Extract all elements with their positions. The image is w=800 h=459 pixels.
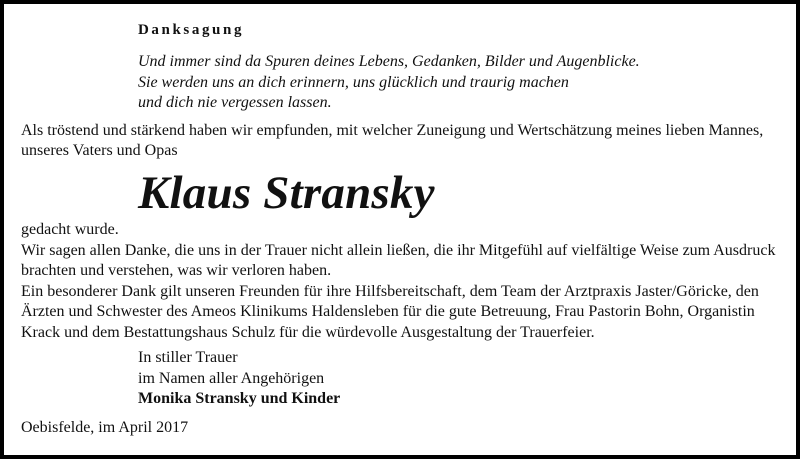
obituary-notice xyxy=(4,4,796,455)
body-line: Ärzten und Schwester des Ameos Klinikums Haldensleben für die gute Betreuung, Frau Pastorin Bohn, Organistin xyxy=(21,303,755,320)
body-line: gedacht wurde. xyxy=(21,221,119,238)
poem-line: Und immer sind da Spuren deines Lebens, Gedanken, Bilder und Augenblicke. xyxy=(138,53,640,70)
signers: Monika Stransky und Kinder xyxy=(138,390,341,407)
intro-paragraph xyxy=(21,121,763,161)
closing-block xyxy=(138,348,340,410)
poem-line: Sie werden uns an dich erinnern, uns glücklich und traurig machen xyxy=(138,73,569,91)
body-line: Krack und dem Bestattungshaus Schulz für die würdevolle Ausgestaltung der Trauerfeier. xyxy=(21,323,595,341)
poem-verse xyxy=(138,52,640,114)
body-line: brachten und verstehen, was wir verloren haben. xyxy=(21,262,332,279)
thanks-paragraph xyxy=(21,220,775,343)
intro-line: Als tröstend und stärkend haben wir empfunden, mit welcher Zuneigung und Wertschätzung meines lieben Mannes, xyxy=(21,122,764,139)
body-line: Ein besonderer Dank gilt unseren Freunden für ihre Hilfsbereitschaft, dem Team der Arztpraxis Jaster/Göricke, den xyxy=(21,282,759,300)
notice-heading: Danksagung xyxy=(138,22,245,38)
poem-line: und dich nie vergessen lassen. xyxy=(138,94,332,111)
body-line: Wir sagen allen Danke, die uns in der Trauer nicht allein ließen, die ihr Mitgefühl auf vielfältige Weise zum Ausdruck xyxy=(21,241,776,259)
closing-line: In stiller Trauer xyxy=(138,349,238,366)
intro-line: unseres Vaters und Opas xyxy=(21,142,178,159)
closing-line: im Namen aller Angehörigen xyxy=(138,369,325,387)
place-date: Oebisfelde, im April 2017 xyxy=(21,419,189,436)
deceased-name: Klaus Stransky xyxy=(138,167,435,219)
